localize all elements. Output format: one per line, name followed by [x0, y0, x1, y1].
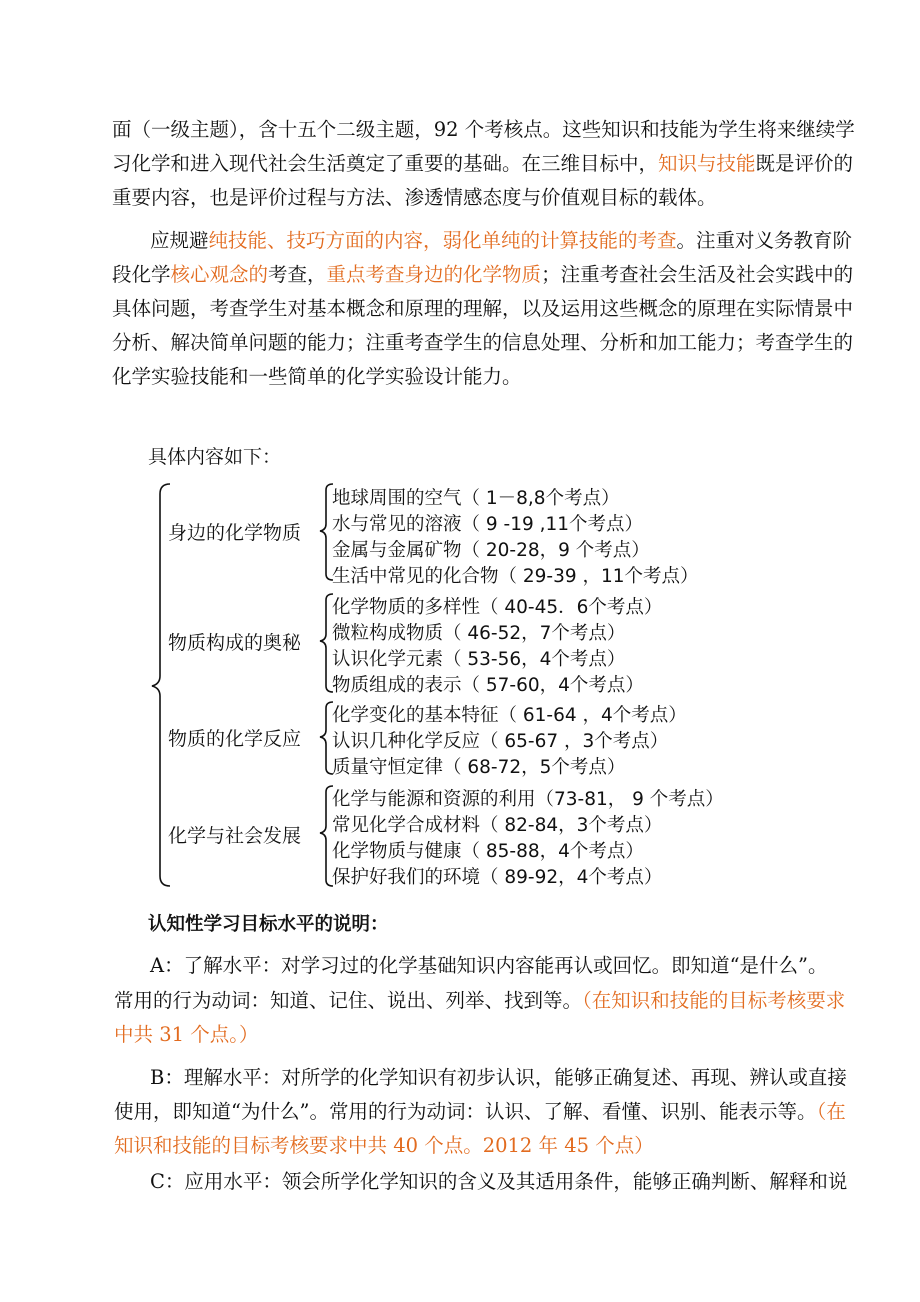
subtopic-3-3: 质量守恒定律（ 68-72，5个考点） — [332, 757, 626, 778]
subtopic-1-4: 生活中常见的化合物（ 29-39 ，11个考点） — [332, 566, 699, 587]
subtopic-3-1: 化学变化的基本特征（ 61-64 ，4个考点） — [332, 705, 687, 726]
topic-3-name: 物质的化学反应 — [168, 728, 302, 750]
level-a-line3: 中共 31 个点。） — [114, 1023, 259, 1046]
subtopic-3-2: 认识几种化学反应（ 65-67 ，3个考点） — [332, 731, 669, 752]
subtopic-2-3: 认识化学元素（ 53-56，4个考点） — [332, 649, 626, 670]
subtopic-2-2: 微粒构成物质（ 46-52，7个考点） — [332, 623, 626, 644]
level-b-line1: B：理解水平：对所学的化学知识有初步认识，能够正确复述、再现、辨认或直接 — [150, 1066, 847, 1089]
content-intro: 具体内容如下： — [148, 446, 282, 468]
highlight-key-substances: 重点考查身边的化学物质 — [326, 263, 542, 286]
topic-4-name: 化学与社会发展 — [168, 825, 302, 847]
highlight-avoid-skills: 纯技能、技巧方面的内容，弱化单纯的计算技能的考查 — [208, 229, 677, 252]
para2-line4: 分析、解决简单问题的能力；注重考查学生的信息处理、分析和加工能力；考查学生的 — [112, 331, 854, 354]
level-a-line1: A：了解水平：对学习过的化学基础知识内容能再认或回忆。即知道“是什么”。 — [150, 954, 828, 977]
cognitive-heading: 认知性学习目标水平的说明： — [148, 914, 389, 935]
level-b-highlight: （在 — [816, 1100, 846, 1123]
topic-2-name: 物质构成的奥秘 — [168, 632, 302, 654]
para1-line1: 面（一级主题），含十五个二级主题，92 个考核点。这些知识和技能为学生将来继续学 — [112, 118, 855, 141]
level-a-highlight: （在知识和技能的目标考核要求 — [582, 989, 846, 1012]
subtopic-4-1: 化学与能源和资源的利用（73-81， 9 个考点） — [332, 789, 724, 810]
subtopic-2-4: 物质组成的表示（ 57-60，4个考点） — [332, 675, 644, 696]
para2-line2: 段化学核心观念的考查，重点考查身边的化学物质；注重考查社会生活及社会实践中的 — [112, 263, 854, 286]
subtopic-4-3: 化学物质与健康（ 85-88，4个考点） — [332, 841, 644, 862]
highlight-knowledge-skills: 知识与技能 — [658, 152, 756, 175]
subtopic-1-1: 地球周围的空气（ 1－8,8个考点） — [332, 488, 620, 509]
level-b-line3: 知识和技能的目标考核要求中共 40 个点。2012 年 45 个点） — [114, 1134, 654, 1157]
para1-line2: 习化学和进入现代社会生活奠定了重要的基础。在三维目标中，知识与技能既是评价的 — [112, 152, 854, 175]
highlight-core-concepts: 核心观念的 — [170, 263, 269, 286]
para2-line5: 化学实验技能和一些简单的化学实验设计能力。 — [112, 365, 522, 388]
subtopic-4-2: 常见化学合成材料（ 82-84，3个考点） — [332, 815, 663, 836]
para2-line1: 应规避纯技能、技巧方面的内容，弱化单纯的计算技能的考查。注重对义务教育阶 — [150, 229, 853, 252]
level-c-line1: C：应用水平：领会所学化学知识的含义及其适用条件，能够正确判断、解释和说 — [150, 1170, 848, 1193]
para1-line3: 重要内容，也是评价过程与方法、渗透情感态度与价值观目标的载体。 — [112, 186, 717, 209]
subtopic-2-1: 化学物质的多样性（ 40-45．6个考点） — [332, 597, 663, 618]
subtopic-1-2: 水与常见的溶液（ 9 -19 ,11个考点） — [332, 514, 644, 535]
level-a-line2: 常用的行为动词：知道、记住、说出、列举、找到等。（在知识和技能的目标考核要求 — [114, 989, 846, 1012]
para2-line3: 具体问题，考查学生对基本概念和原理的理解，以及运用这些概念的原理在实际情景中 — [112, 297, 854, 320]
level-b-line2: 使用，即知道“为什么”。常用的行为动词：认识、了解、看懂、识别、能表示等。（在 — [114, 1100, 846, 1123]
subtopic-4-4: 保护好我们的环境（ 89-92，4个考点） — [332, 867, 663, 888]
subtopic-1-3: 金属与金属矿物（ 20-28，9 个考点） — [332, 540, 650, 561]
topic-1-name: 身边的化学物质 — [168, 522, 302, 544]
